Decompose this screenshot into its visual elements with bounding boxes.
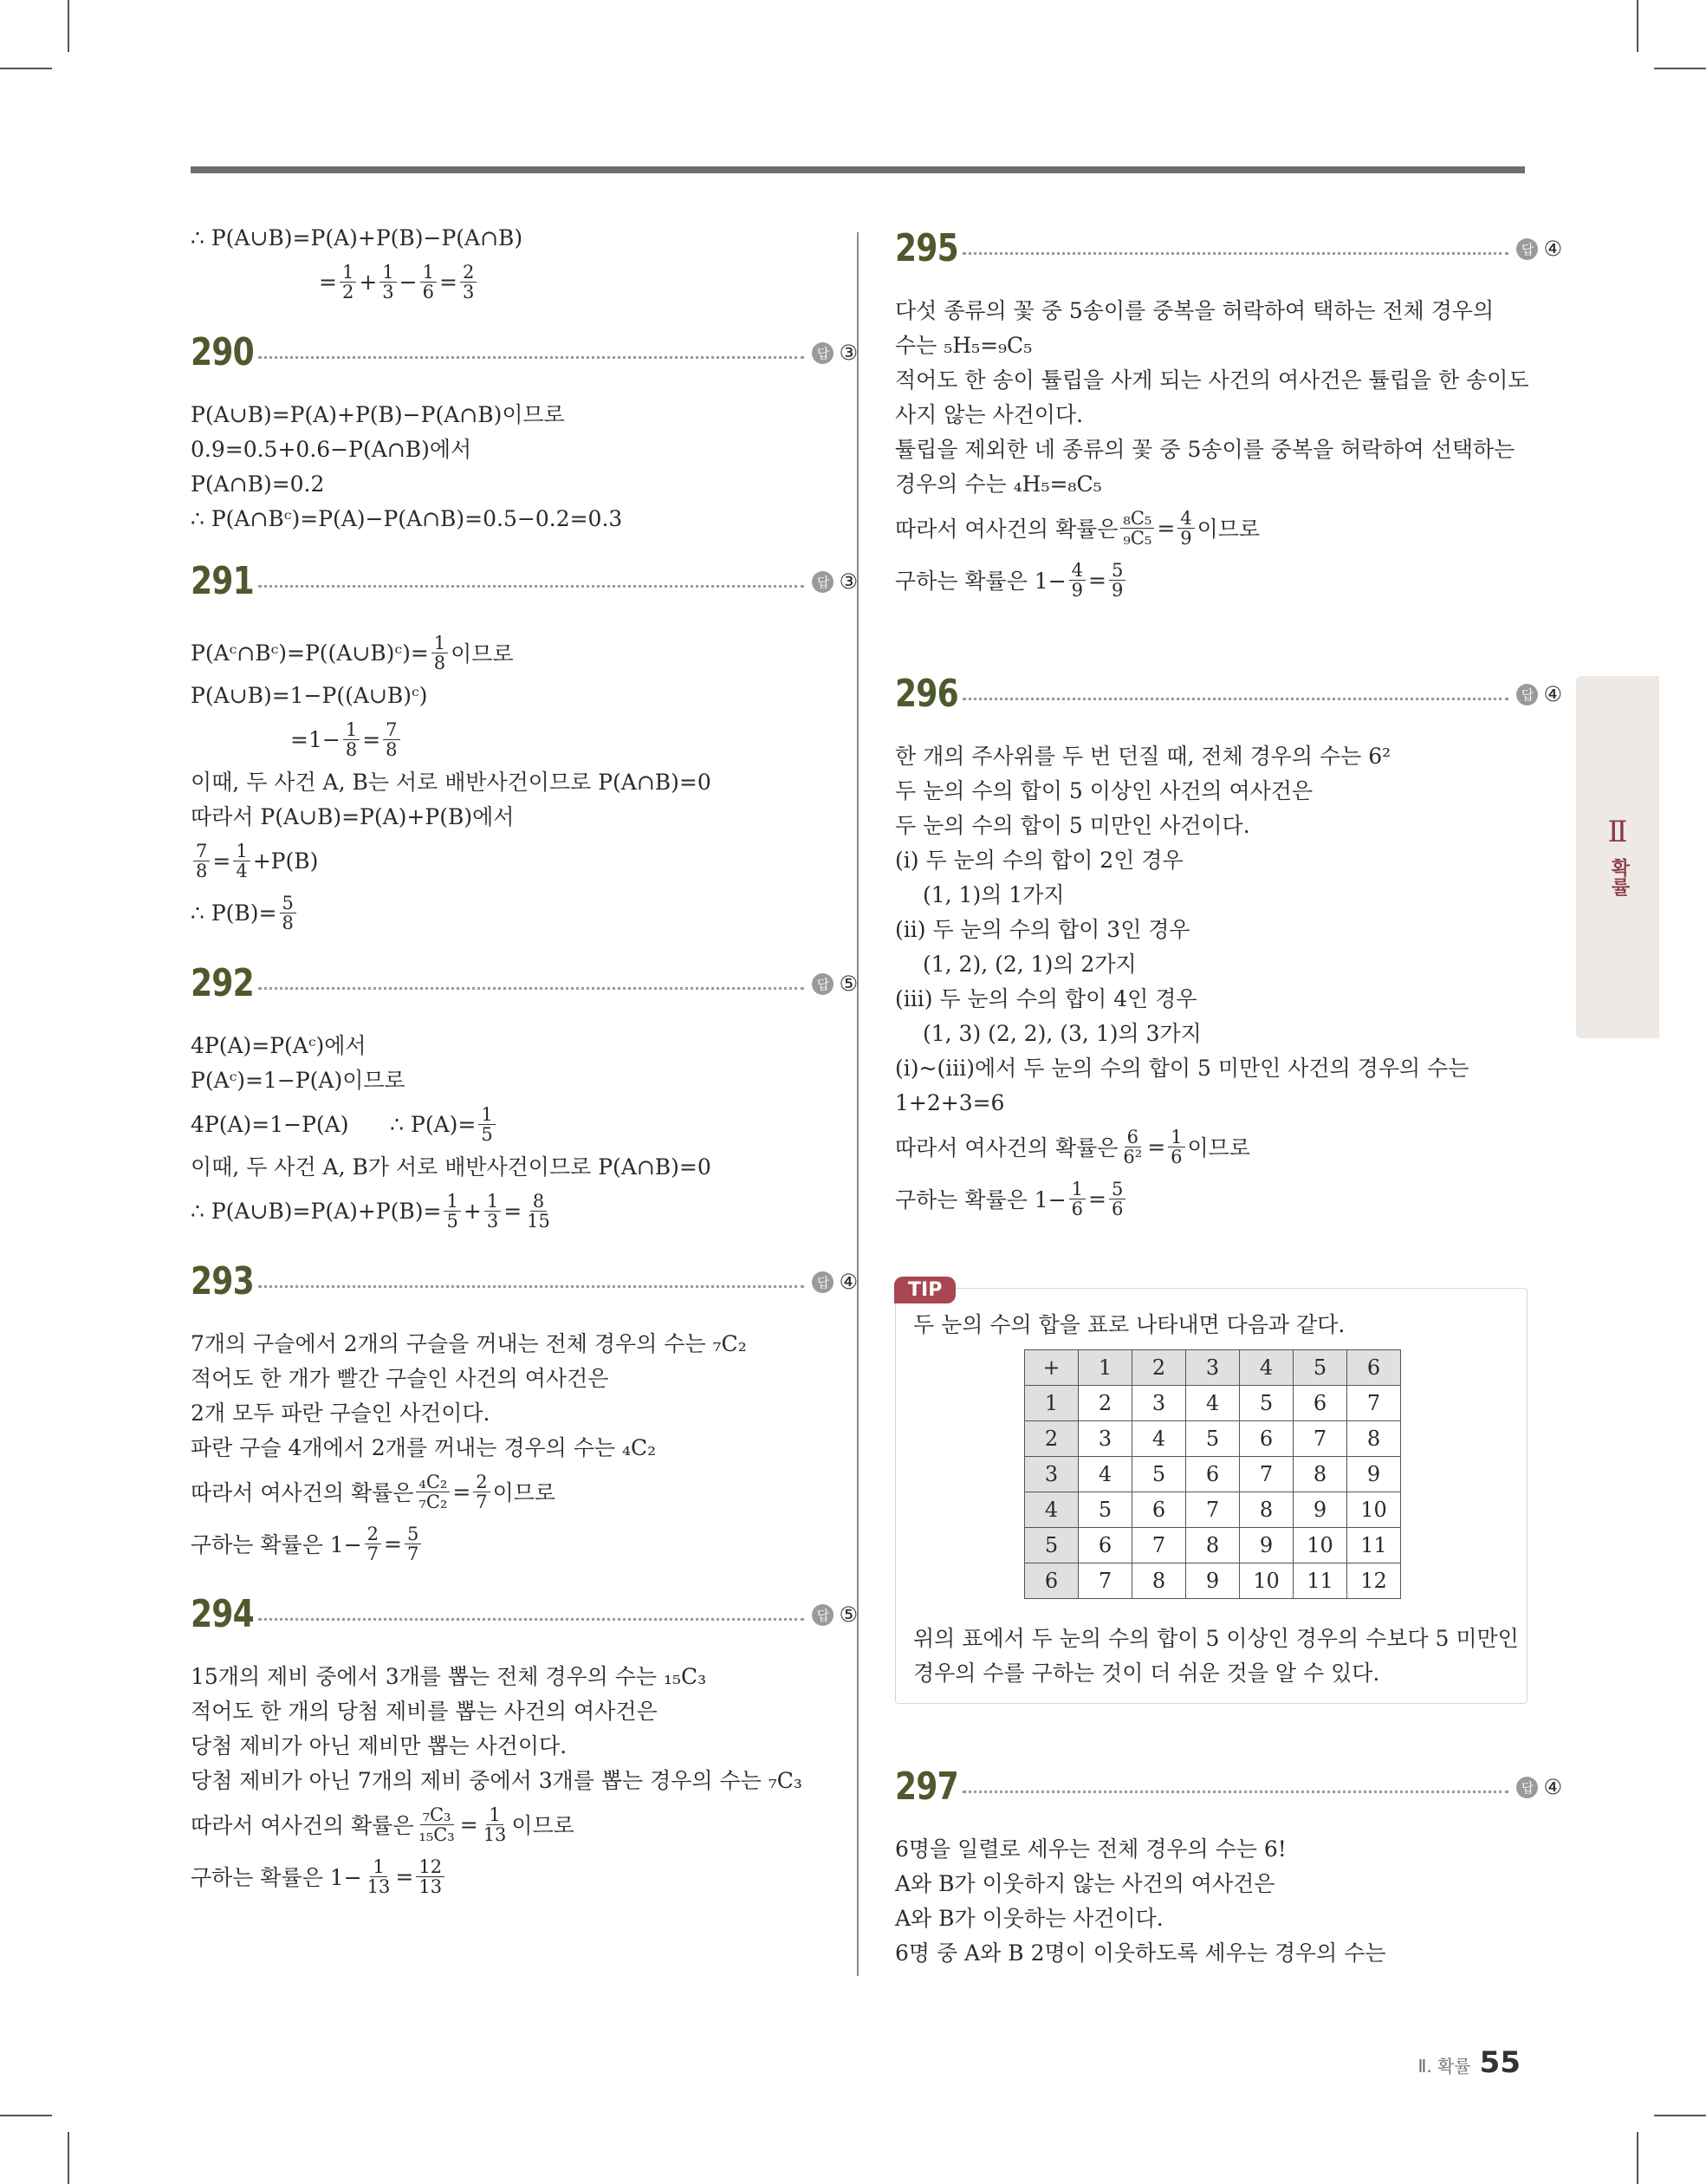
table-cell: 5 bbox=[1079, 1492, 1132, 1528]
problem-number: 294 bbox=[191, 1592, 254, 1636]
fraction: $\frac{1}{4}$ bbox=[233, 842, 250, 881]
answer-mark-icon: 답 bbox=[812, 973, 834, 995]
fraction: $\frac{1}{6}$ bbox=[1168, 1128, 1184, 1167]
table-cell: 7 bbox=[1186, 1492, 1240, 1528]
problem-number: 292 bbox=[191, 961, 254, 1005]
problem-number: 291 bbox=[191, 559, 254, 603]
text-line: A와 B가 이웃하지 않는 사건의 여사건은 bbox=[895, 1871, 1275, 1896]
tip-box bbox=[895, 1279, 1528, 1704]
problem-291-header bbox=[191, 554, 858, 627]
table-cell: 8 bbox=[1347, 1421, 1401, 1457]
right-column bbox=[895, 221, 1562, 1225]
table-cell: 11 bbox=[1294, 1563, 1347, 1599]
intro-line: ∴ P(A∪B)=P(A)+P(B)−P(A∩B) bbox=[191, 225, 523, 250]
table-row bbox=[1025, 1421, 1401, 1457]
table-row bbox=[1025, 1386, 1401, 1421]
problem-number: 293 bbox=[191, 1259, 254, 1303]
text-line: 이때, 두 사건 A, B는 서로 배반사건이므로 P(A∩B)=0 bbox=[191, 770, 711, 795]
fraction: $\frac{7}{8}$ bbox=[193, 842, 210, 881]
fraction: $\frac{1}{5}$ bbox=[444, 1192, 460, 1231]
table-cell: 9 bbox=[1186, 1563, 1240, 1599]
crop-mark bbox=[1654, 68, 1706, 69]
text-line: 6명을 일렬로 세우는 전체 경우의 수는 6! bbox=[895, 1836, 1287, 1862]
fraction: $\frac{6}{\text{6²}}$ bbox=[1123, 1126, 1143, 1167]
table-cell: 10 bbox=[1294, 1528, 1347, 1563]
fraction: $\frac{1}{6}$ bbox=[1069, 1180, 1086, 1219]
tip-conclusion: 경우의 수를 구하는 것이 더 쉬운 것을 알 수 있다. bbox=[913, 1661, 1380, 1686]
math-line: ∴ P(B)= $\frac{5}{8}$ bbox=[191, 887, 858, 939]
problem-number: 290 bbox=[191, 330, 254, 374]
table-cell: 6 bbox=[1079, 1528, 1132, 1563]
table-cell: 7 bbox=[1079, 1563, 1132, 1599]
crop-mark bbox=[1654, 2115, 1706, 2116]
table-header-cell: + bbox=[1025, 1350, 1079, 1386]
math-line: 4P(A)=1−P(A) ∴ P(A)= $\frac{1}{5}$ bbox=[191, 1098, 858, 1150]
text-line: P(A∪B)=1−P((A∪B)ᶜ) bbox=[191, 683, 428, 708]
problem-295-header bbox=[895, 221, 1562, 294]
leader-dots bbox=[258, 585, 804, 588]
answer-mark-icon: 답 bbox=[812, 1604, 834, 1626]
table-cell: 11 bbox=[1347, 1528, 1401, 1563]
answer-mark-icon: 답 bbox=[812, 1271, 834, 1293]
leader-dots bbox=[258, 1618, 804, 1621]
fraction: $\frac{\text{₇C₃}}{\text{₁₅C₃}}$ bbox=[418, 1804, 455, 1845]
answer-mark-icon: 답 bbox=[812, 571, 834, 593]
table-row bbox=[1025, 1457, 1401, 1492]
answer-mark-icon: 답 bbox=[1516, 238, 1538, 260]
table-cell: 3 bbox=[1132, 1386, 1186, 1421]
table-header-cell: 2 bbox=[1025, 1421, 1079, 1457]
tip-intro: 두 눈의 수의 합을 표로 나타내면 다음과 같다. bbox=[913, 1312, 1346, 1337]
text-line: P(A∩B)=0.2 bbox=[191, 471, 325, 497]
table-cell: 4 bbox=[1186, 1386, 1240, 1421]
table-header-cell: 1 bbox=[1079, 1350, 1132, 1386]
math-line: 구하는 확률은 1− $\frac{2}{7}$ = $\frac{5}{7}$ bbox=[191, 1518, 858, 1570]
table-header-cell: 3 bbox=[1186, 1350, 1240, 1386]
fraction: $\frac{5}{8}$ bbox=[280, 894, 296, 933]
table-header-cell: 2 bbox=[1132, 1350, 1186, 1386]
fraction: $\frac{4}{9}$ bbox=[1177, 509, 1194, 548]
chapter-label: 확률 bbox=[1608, 858, 1630, 896]
problem-290-header bbox=[191, 325, 858, 398]
table-cell: 7 bbox=[1132, 1528, 1186, 1563]
table-header-cell: 4 bbox=[1240, 1350, 1294, 1386]
table-cell: 8 bbox=[1240, 1492, 1294, 1528]
text-line: 이때, 두 사건 A, B가 서로 배반사건이므로 P(A∩B)=0 bbox=[191, 1154, 711, 1180]
table-cell: 7 bbox=[1347, 1386, 1401, 1421]
problem-294-header bbox=[191, 1587, 858, 1660]
table-cell: 9 bbox=[1294, 1492, 1347, 1528]
math-line: $\frac{7}{8}$ = $\frac{1}{4}$ +P(B) bbox=[191, 835, 858, 887]
table-cell: 2 bbox=[1079, 1386, 1132, 1421]
leader-dots bbox=[963, 252, 1508, 255]
text-line: 2개 모두 파란 구슬인 사건이다. bbox=[191, 1401, 490, 1426]
table-cell: 9 bbox=[1240, 1528, 1294, 1563]
table-cell: 4 bbox=[1132, 1421, 1186, 1457]
table-cell: 10 bbox=[1240, 1563, 1294, 1599]
table-row bbox=[1025, 1563, 1401, 1599]
text-line: 6명 중 A와 B 2명이 이웃하도록 세우는 경우의 수는 bbox=[895, 1940, 1386, 1966]
leader-dots bbox=[963, 698, 1508, 700]
text-line: 4P(A)=P(Aᶜ)에서 bbox=[191, 1033, 366, 1058]
table-cell: 10 bbox=[1347, 1492, 1401, 1528]
text-line: 사지 않는 사건이다. bbox=[895, 402, 1084, 427]
leader-dots bbox=[258, 356, 804, 359]
answer: 답 ④ bbox=[1516, 1775, 1562, 1799]
crop-mark bbox=[68, 2132, 69, 2184]
table-row bbox=[1025, 1528, 1401, 1563]
fraction: $\frac{\text{₄C₂}}{\text{₇C₂}}$ bbox=[416, 1472, 450, 1511]
answer: 답 ③ bbox=[812, 569, 858, 594]
table-cell: 12 bbox=[1347, 1563, 1401, 1599]
table-cell: 9 bbox=[1347, 1457, 1401, 1492]
fraction: $\frac{8}{15}$ bbox=[527, 1190, 550, 1232]
table-header-cell: 4 bbox=[1025, 1492, 1079, 1528]
case-heading: (ⅰ) 두 눈의 수의 합이 2인 경우 bbox=[895, 848, 1184, 873]
left-column bbox=[191, 221, 858, 1902]
math-line: 따라서 여사건의 확률은 $\frac{\text{₄C₂}}{\text{₇C₂}}$ = $\frac{2}{7}$ 이므로 bbox=[191, 1471, 556, 1512]
table-cell: 7 bbox=[1240, 1457, 1294, 1492]
page-footer bbox=[1417, 2045, 1521, 2080]
math-line: 따라서 여사건의 확률은 $\frac{\text{₈C₅}}{\text{₉C₅}}$ = $\frac{4}{9}$ 이므로 bbox=[895, 507, 1261, 549]
math-line: 구하는 확률은 1− $\frac{4}{9}$ = $\frac{5}{9}$ bbox=[895, 554, 1562, 606]
tip-badge: TIP bbox=[894, 1277, 956, 1303]
table-header-cell: 5 bbox=[1294, 1350, 1347, 1386]
fraction: $\frac{1}{3}$ bbox=[484, 1192, 501, 1231]
table-cell: 6 bbox=[1240, 1421, 1294, 1457]
text-line: 파란 구슬 4개에서 2개를 꺼내는 경우의 수는 ₄C₂ bbox=[191, 1435, 657, 1460]
fraction: $\frac{4}{9}$ bbox=[1069, 561, 1086, 600]
math-line: =1− $\frac{1}{8}$ = $\frac{7}{8}$ bbox=[191, 713, 858, 765]
leader-dots bbox=[258, 987, 804, 990]
text-line: 15개의 제비 중에서 3개를 뽑는 전체 경우의 수는 ₁₅C₃ bbox=[191, 1664, 707, 1689]
table-cell: 8 bbox=[1132, 1563, 1186, 1599]
fraction: $\frac{12}{13}$ bbox=[416, 1857, 444, 1896]
table-cell: 6 bbox=[1132, 1492, 1186, 1528]
table-cell: 8 bbox=[1186, 1528, 1240, 1563]
text-line: 적어도 한 개가 빨간 구슬인 사건의 여사건은 bbox=[191, 1366, 609, 1391]
table-row bbox=[1025, 1492, 1401, 1528]
fraction: $\frac{1}{3}$ bbox=[379, 263, 396, 302]
math-line: 따라서 여사건의 확률은 $\frac{6}{\text{6²}}$ = $\frac{1}{6}$ 이므로 bbox=[895, 1126, 1250, 1167]
answer-mark-icon: 답 bbox=[1516, 1777, 1538, 1798]
text-line: P(Aᶜ)=1−P(A)이므로 bbox=[191, 1068, 405, 1093]
case-heading: (ⅱ) 두 눈의 수의 합이 3인 경우 bbox=[895, 917, 1190, 942]
table-cell: 5 bbox=[1240, 1386, 1294, 1421]
case-heading: (ⅲ) 두 눈의 수의 합이 4인 경우 bbox=[895, 986, 1197, 1011]
text-line: P(A∪B)=P(A)+P(B)−P(A∩B)이므로 bbox=[191, 402, 565, 427]
answer: 답 ④ bbox=[1516, 237, 1562, 261]
table-header-cell: 1 bbox=[1025, 1386, 1079, 1421]
problem-296-header bbox=[895, 666, 1562, 739]
tip-conclusion: 위의 표에서 두 눈의 수의 합이 5 이상인 경우의 수보다 5 미만인 bbox=[913, 1626, 1519, 1651]
fraction: $\frac{\text{₈C₅}}{\text{₉C₅}}$ bbox=[1120, 509, 1154, 548]
crop-mark bbox=[0, 68, 52, 69]
text-line: 수는 ₅H₅=₉C₅ bbox=[895, 333, 1033, 358]
math-line: 구하는 확률은 1− $\frac{1}{13}$ = $\frac{12}{13}$ bbox=[191, 1850, 858, 1902]
fraction: $\frac{2}{3}$ bbox=[460, 263, 477, 302]
table-header-cell: 6 bbox=[1025, 1563, 1079, 1599]
table-cell: 3 bbox=[1079, 1421, 1132, 1457]
answer: 답 ⑤ bbox=[812, 1602, 858, 1627]
text-line: ∴ P(A∩Bᶜ)=P(A)−P(A∩B)=0.5−0.2=0.3 bbox=[191, 506, 623, 531]
table-cell: 5 bbox=[1186, 1421, 1240, 1457]
table-cell: 6 bbox=[1186, 1457, 1240, 1492]
table-header-cell: 6 bbox=[1347, 1350, 1401, 1386]
problem-297-header bbox=[895, 1759, 1562, 1832]
fraction: $\frac{1}{5}$ bbox=[478, 1105, 495, 1144]
text-line: 당첨 제비가 아닌 7개의 제비 중에서 3개를 뽑는 경우의 수는 ₇C₃ bbox=[191, 1768, 802, 1793]
fraction: $\frac{5}{6}$ bbox=[1109, 1180, 1125, 1219]
text-line: 적어도 한 개의 당첨 제비를 뽑는 사건의 여사건은 bbox=[191, 1699, 658, 1724]
fraction: $\frac{1}{2}$ bbox=[340, 263, 356, 302]
intro-equation: = $\frac{1}{2}$ + $\frac{1}{3}$ − $\frac{1}{6}$ = $\frac{2}{3}$ bbox=[191, 256, 858, 308]
table-cell: 4 bbox=[1079, 1457, 1132, 1492]
case-detail: (1, 2), (2, 1)의 2가지 bbox=[923, 952, 1137, 977]
crop-mark bbox=[1637, 0, 1638, 52]
leader-dots bbox=[963, 1791, 1508, 1793]
math-line: 따라서 여사건의 확률은 $\frac{\text{₇C₃}}{\text{₁₅C₃}}$ = $\frac{1}{13}$ 이므로 bbox=[191, 1804, 574, 1845]
fraction: $\frac{1}{13}$ bbox=[483, 1804, 507, 1845]
text-line: 튤립을 제외한 네 종류의 꽃 중 5송이를 중복을 허락하여 선택하는 bbox=[895, 437, 1515, 462]
header-rule bbox=[191, 166, 1525, 173]
crop-mark bbox=[68, 0, 69, 52]
fraction: $\frac{2}{7}$ bbox=[365, 1524, 381, 1563]
fraction: $\frac{1}{8}$ bbox=[343, 720, 360, 759]
text-line: 따라서 P(A∪B)=P(A)+P(B)에서 bbox=[191, 804, 515, 829]
problem-293-header bbox=[191, 1254, 858, 1327]
crop-mark bbox=[0, 2115, 52, 2116]
chapter-side-tab bbox=[1576, 676, 1659, 1038]
table-cell: 5 bbox=[1132, 1457, 1186, 1492]
dice-sum-table bbox=[1024, 1349, 1401, 1599]
problem-297-block bbox=[895, 1759, 1562, 1971]
fraction: $\frac{1}{6}$ bbox=[420, 263, 437, 302]
text-line: 당첨 제비가 아닌 제비만 뽑는 사건이다. bbox=[191, 1733, 568, 1758]
math-line: P(Aᶜ∩Bᶜ)=P((A∪B)ᶜ)= $\frac{1}{8}$ 이므로 bbox=[191, 632, 514, 673]
text-line: 1+2+3=6 bbox=[895, 1090, 1005, 1115]
table-cell: 8 bbox=[1294, 1457, 1347, 1492]
footer-section: Ⅱ. 확률 bbox=[1417, 2056, 1471, 2077]
chapter-roman: Ⅱ bbox=[1607, 815, 1628, 849]
fraction: $\frac{5}{9}$ bbox=[1109, 561, 1125, 600]
text-line: 0.9=0.5+0.6−P(A∩B)에서 bbox=[191, 437, 472, 462]
text-line: 경우의 수는 ₄H₅=₈C₅ bbox=[895, 471, 1102, 497]
crop-mark bbox=[1637, 2132, 1638, 2184]
math-line: ∴ P(A∪B)=P(A)+P(B)= $\frac{1}{5}$ + $\frac{1}{3}$ = $\frac{8}{15}$ bbox=[191, 1185, 858, 1237]
answer: 답 ⑤ bbox=[812, 972, 858, 996]
answer: 답 ③ bbox=[812, 341, 858, 365]
answer: 답 ④ bbox=[812, 1270, 858, 1294]
leader-dots bbox=[258, 1285, 804, 1288]
fraction: $\frac{7}{8}$ bbox=[383, 720, 399, 759]
text-line: (ⅰ)~(ⅲ)에서 두 눈의 수의 합이 5 미만인 사건의 경우의 수는 bbox=[895, 1056, 1469, 1081]
fraction: $\frac{2}{7}$ bbox=[473, 1472, 490, 1511]
table-cell: 6 bbox=[1294, 1386, 1347, 1421]
fraction: $\frac{1}{13}$ bbox=[366, 1856, 391, 1897]
table-header-cell: 5 bbox=[1025, 1528, 1079, 1563]
answer: 답 ④ bbox=[1516, 682, 1562, 706]
text-line: 7개의 구슬에서 2개의 구슬을 꺼내는 전체 경우의 수는 ₇C₂ bbox=[191, 1331, 747, 1356]
text-line: 다섯 종류의 꽃 중 5송이를 중복을 허락하여 택하는 전체 경우의 bbox=[895, 298, 1495, 323]
case-detail: (1, 3) (2, 2), (3, 1)의 3가지 bbox=[923, 1021, 1202, 1046]
table-header-cell: 3 bbox=[1025, 1457, 1079, 1492]
page-number: 55 bbox=[1479, 2045, 1521, 2080]
problem-number: 295 bbox=[895, 226, 958, 270]
text-line: 적어도 한 송이 튤립을 사게 되는 사건의 여사건은 튤립을 한 송이도 bbox=[895, 367, 1529, 393]
answer-mark-icon: 답 bbox=[1516, 684, 1538, 705]
text-line: 한 개의 주사위를 두 번 던질 때, 전체 경우의 수는 6² bbox=[895, 744, 1391, 769]
table-cell: 7 bbox=[1294, 1421, 1347, 1457]
text-line: 두 눈의 수의 합이 5 이상인 사건의 여사건은 bbox=[895, 778, 1314, 803]
fraction: $\frac{1}{8}$ bbox=[431, 634, 448, 673]
problem-number: 297 bbox=[895, 1765, 958, 1809]
math-line: 구하는 확률은 1− $\frac{1}{6}$ = $\frac{5}{6}$ bbox=[895, 1173, 1562, 1225]
problem-292-header bbox=[191, 956, 858, 1029]
table-row bbox=[1025, 1350, 1401, 1386]
text-line: A와 B가 이웃하는 사건이다. bbox=[895, 1906, 1164, 1931]
text-line: 두 눈의 수의 합이 5 미만인 사건이다. bbox=[895, 813, 1250, 838]
fraction: $\frac{5}{7}$ bbox=[405, 1524, 421, 1563]
answer-mark-icon: 답 bbox=[812, 342, 834, 364]
problem-number: 296 bbox=[895, 672, 958, 716]
case-detail: (1, 1)의 1가지 bbox=[923, 882, 1065, 907]
